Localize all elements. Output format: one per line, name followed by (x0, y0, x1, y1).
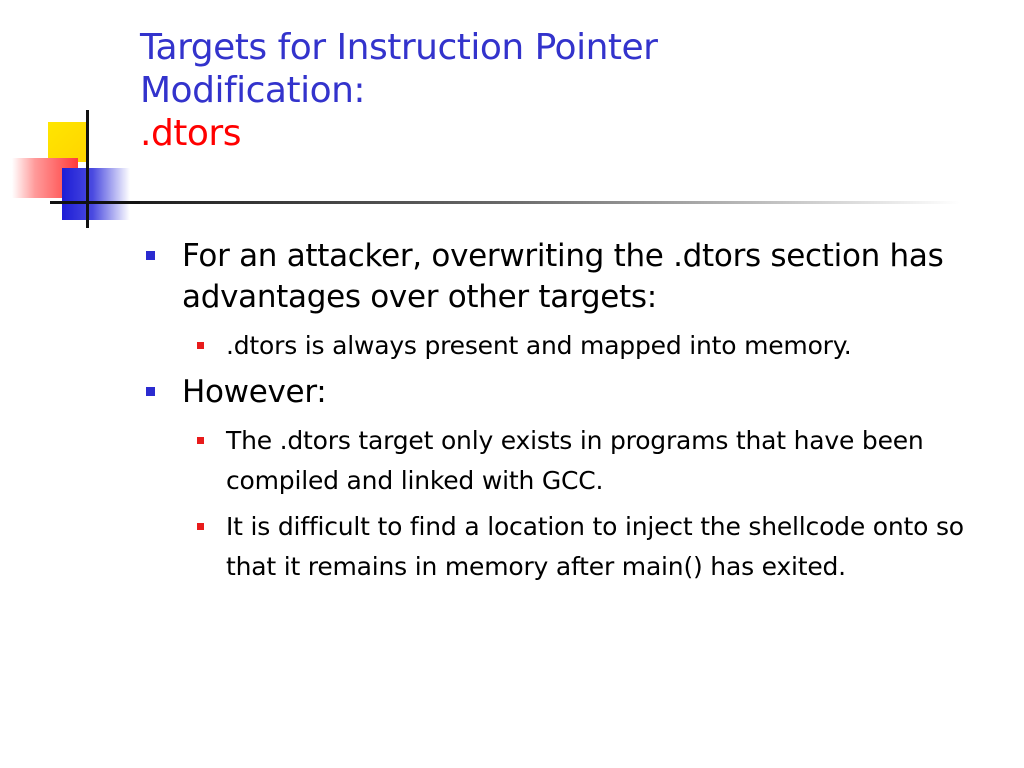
sub-bullet-square-icon (197, 437, 204, 444)
logo-blue-square (62, 168, 130, 220)
logo-yellow-square (48, 122, 88, 162)
slide-logo (0, 100, 150, 230)
sub-bullet-item (140, 507, 1010, 587)
sub-bullet-text: The .dtors target only exists in programs that have been compiled and linked with GCC. (226, 426, 924, 495)
bullet-list (140, 236, 1010, 593)
sub-bullet-item (140, 421, 1010, 501)
sub-bullet-square-icon (197, 342, 204, 349)
logo-vertical-line (86, 110, 89, 228)
logo-horizontal-line (50, 201, 140, 204)
sub-bullet-square-icon (197, 523, 204, 530)
bullet-square-icon (146, 251, 155, 260)
bullet-square-icon (146, 387, 155, 396)
title-line-2: Modification: (140, 70, 366, 111)
slide-title (140, 26, 1000, 155)
bullet-text: For an attacker, overwriting the .dtors section has advantages over other targets: (182, 238, 944, 315)
bullet-item (140, 372, 1010, 413)
sub-bullet-item (140, 326, 1010, 366)
title-line-1: Targets for Instruction Pointer (140, 27, 658, 68)
bullet-item (140, 236, 1010, 318)
sub-bullet-text: .dtors is always present and mapped into memory. (226, 331, 852, 360)
title-divider (140, 201, 960, 204)
sub-bullet-text: It is difficult to find a location to inject the shellcode onto so that it remains in memory after main() has exited. (226, 512, 964, 581)
title-line-3: .dtors (140, 113, 241, 154)
bullet-text: However: (182, 374, 327, 410)
